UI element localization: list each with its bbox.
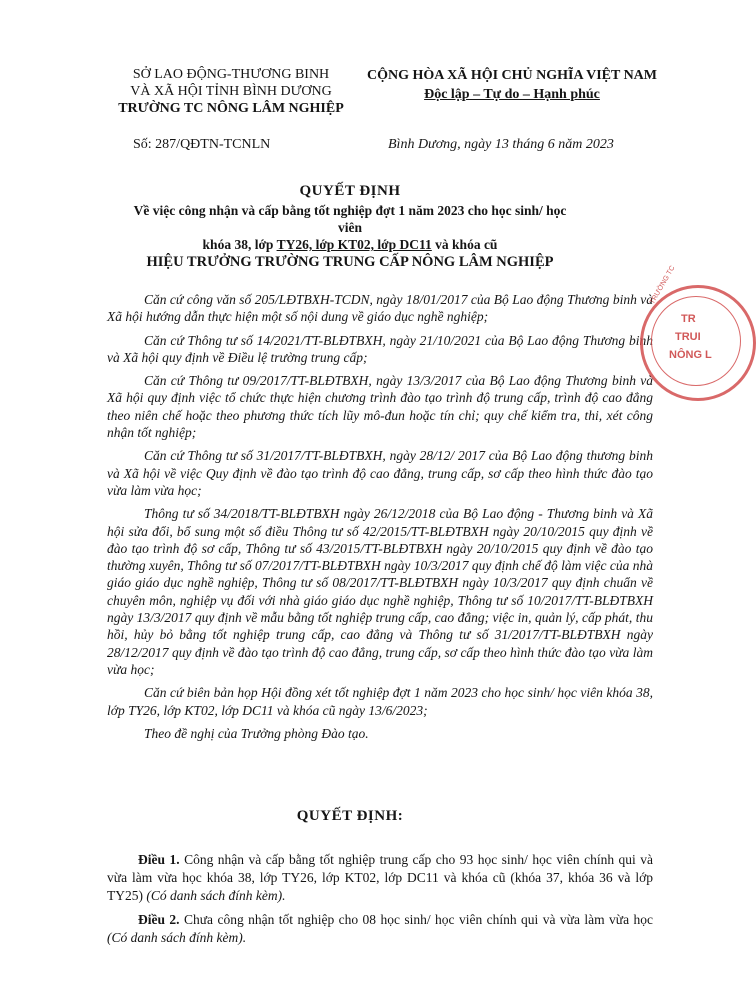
decision-heading: QUYẾT ĐỊNH: <box>296 808 404 824</box>
article-2 <box>107 911 653 947</box>
country-name: CỘNG HÒA XÃ HỘI CHỦ NGHĨA VIỆT NAM <box>366 68 657 83</box>
preamble-paragraph: Căn cứ Thông tư 09/2017/TT-BLĐTBXH, ngày 13/3/2017 của Bộ Lao động Thương binh và Xã hội quy định việc tổ chức thực hiện chương trình đào tạo trình độ trung cấp, trình độ cao đẳng theo niên chế hoặc theo phương thức tích lũy mô-đun hoặc tín chỉ; quy chế kiểm tra, thi, xét công nhận tốt nghiệp; <box>107 373 653 441</box>
issuing-agency <box>100 66 362 117</box>
article-text: Chưa công nhận tốt nghiệp cho 08 học sinh/ học viên chính qui và vừa làm vừa học <box>179 912 653 927</box>
stamp-text-line: TRUI <box>675 331 701 343</box>
issuer-title: HIỆU TRƯỞNG TRƯỜNG TRUNG CẤP NÔNG LÂM NGHIỆP <box>146 254 554 270</box>
stamp-text <box>669 310 712 364</box>
national-heading <box>362 66 662 104</box>
preamble-paragraph: Căn cứ Thông tư số 14/2021/TT-BLĐTBXH, ngày 21/10/2021 của Bộ Lao động Thương binh và Xã hội quy định về Điều lệ trường trung cấp; <box>107 332 653 365</box>
preamble-paragraph: Căn cứ Thông tư số 31/2017/TT-BLĐTBXH, ngày 28/12/ 2017 của Bộ Lao động thương binh và Xã hội về việc Quy định về đào tạo trình độ cao đẳng, trung cấp, sơ cấp theo hình thức đào tạo vừa làm vừa học; <box>107 448 653 498</box>
preamble-paragraph: Theo đề nghị của Trưởng phòng Đào tạo. <box>144 725 369 741</box>
subject-line-2 <box>130 236 570 253</box>
document-subject <box>130 202 570 253</box>
subject-line-1: Về việc công nhận và cấp bằng tốt nghiệp đợt 1 năm 2023 cho học sinh/ học viên <box>133 203 567 235</box>
article-text: Công nhận và cấp bằng tốt nghiệp trung cấp cho 93 học sinh/ học viên chính qui và vừa làm vừa học khóa 38, lớp TY26, lớp KT02, lớp DC11 và khóa cũ (khóa 37, khóa 36 và lớp TY25) <box>107 852 654 903</box>
article-1 <box>107 851 653 905</box>
article-note: (Có danh sách đính kèm). <box>107 930 247 945</box>
articles <box>107 851 653 953</box>
stamp-text-line: TR <box>681 313 696 325</box>
stamp-arc-text: TRƯỜNG TC <box>649 264 677 306</box>
red-seal-stamp <box>640 264 756 401</box>
preamble-paragraph: Thông tư số 34/2018/TT-BLĐTBXH ngày 26/12/2018 của Bộ Lao động - Thương binh và Xã hội sửa đổi, bổ sung một số điều Thông tư số 42/2015/TT-BLĐTBXH ngày 20/10/2015 quy định về đào tạo trình độ sơ cấp, Thông tư số 43/2015/TT-BLĐTBXH ngày 20/10/2015 quy định về đào tạo thường xuyên, Thông tư số 07/2017/TT-BLĐTBXH ngày 10/3/2017 quy định chế độ làm việc của nhà giáo giáo dục nghề nghiệp, Thông tư số 08/2017/TT-BLĐTBXH ngày 10/3/2017 quy định chuẩn về chuyên môn, nghiệp vụ đối với nhà giáo giáo dục nghề nghiệp, Thông tư số 10/2017/TT-BLĐTBXH ngày 13/3/2017 quy định về mẫu bằng tốt nghiệp trung cấp, cao đẳng; việc in, quản lý, cấp phát, thu hồi, hủy bỏ bằng tốt nghiệp trung cấp, cao đẳng và Thông tư số 31/2017/TT-BLĐTBXH ngày 28/12/2017 quy định về đào tạo trình độ cao đẳng, trung cấp, sơ cấp theo hình thức đào tạo vừa làm vừa học; <box>107 506 653 677</box>
preamble <box>107 291 653 748</box>
article-note: (Có danh sách đính kèm). <box>146 888 286 903</box>
preamble-paragraph: Căn cứ công văn số 205/LĐTBXH-TCDN, ngày 18/01/2017 của Bộ Lao động Thương binh và Xã hội hướng dẫn thực hiện một số nội dung về giáo dục nghề nghiệp; <box>107 292 653 325</box>
subject-classes: TY26, lớp KT02, lớp DC11 <box>276 237 432 252</box>
document-title: QUYẾT ĐỊNH <box>299 183 401 199</box>
stamp-text-line: NÔNG L <box>669 349 712 361</box>
document-date: Bình Dương, ngày 13 tháng 6 năm 2023 <box>388 137 614 152</box>
agency-line-1: SỞ LAO ĐỘNG-THƯƠNG BINH <box>132 67 330 82</box>
subject-part: và khóa cũ <box>431 237 498 252</box>
national-motto: Độc lập – Tự do – Hạnh phúc <box>424 87 600 102</box>
school-name: TRƯỜNG TC NÔNG LÂM NGHIỆP <box>118 101 344 116</box>
agency-line-2: VÀ XÃ HỘI TỈNH BÌNH DƯƠNG <box>130 84 332 99</box>
article-label: Điều 1. <box>138 852 180 867</box>
document-number: Số: 287/QĐTN-TCNLN <box>133 137 271 152</box>
article-label: Điều 2. <box>138 912 180 927</box>
subject-part: khóa 38, lớp <box>202 237 277 252</box>
preamble-paragraph: Căn cứ biên bản họp Hội đồng xét tốt nghiệp đợt 1 năm 2023 cho học sinh/ học viên khóa 38, lớp TY26, lớp KT02, lớp DC11 và khóa cũ ngày 13/6/2023; <box>107 685 653 718</box>
